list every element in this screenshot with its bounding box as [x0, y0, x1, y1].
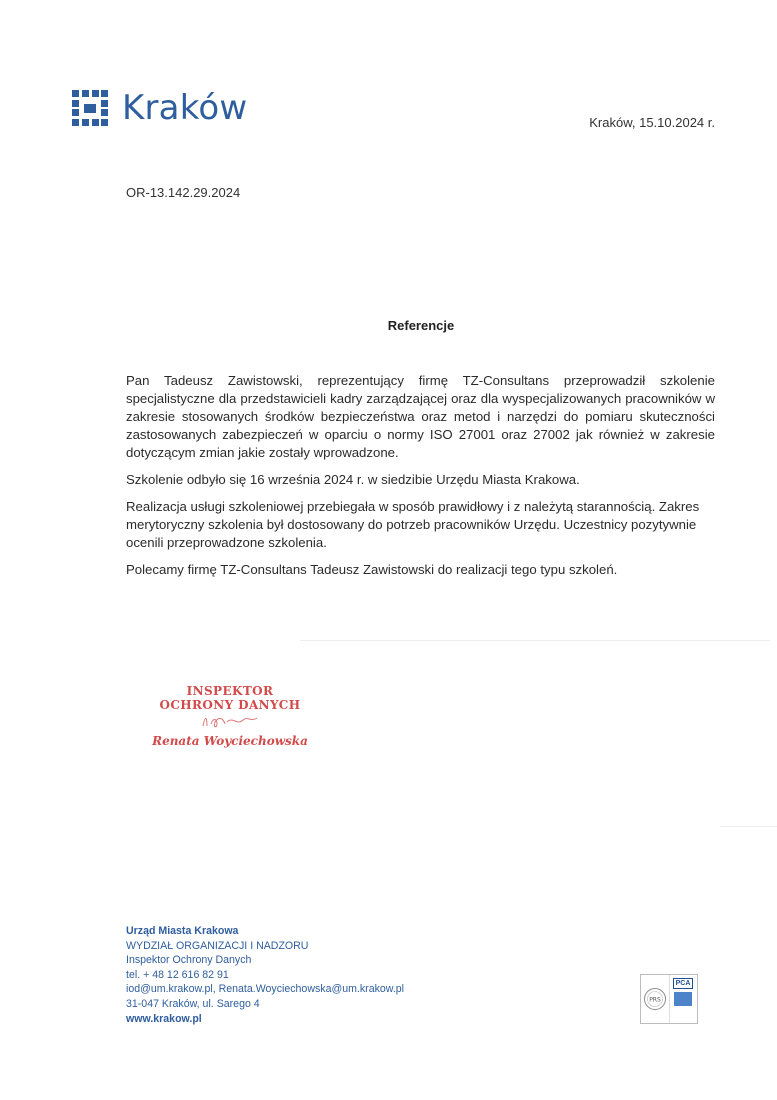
prs-badge-text: PRS: [649, 996, 661, 1004]
logo-text: Kraków: [122, 88, 248, 128]
footer-website: www.krakow.pl: [126, 1012, 202, 1025]
pca-accreditation-icon: [674, 992, 692, 1006]
footer-contact: [126, 924, 404, 1026]
body-paragraph-1: Pan Tadeusz Zawistowski, reprezentujący firmę TZ-Consultans przeprowadził szkolenie specjalistyczne dla przedstawicieli kadry zarządzającej oraz dla wyspecjalizowanych pracowników w zakresie stosowanych środków bezpieczeństwa oraz metod i narzędzi do pomiaru skuteczności zastosowanych zabezpieczeń w oparciu o normy ISO 27001 oraz 27002 jak również w zakresie dotyczącym zmian jakie zostały wprowadzone.: [126, 373, 715, 460]
body-paragraph-4: Polecamy firmę TZ-Consultans Tadeusz Zawistowski do realizacji tego typu szkoleń.: [126, 562, 618, 577]
pca-label: PCA: [673, 978, 694, 989]
letter-body: [126, 372, 715, 588]
stamp-line-2: OCHRONY DANYCH: [159, 698, 301, 712]
footer-department: WYDZIAŁ ORGANIZACJI I NADZORU: [126, 939, 309, 952]
prs-certification-icon: [643, 987, 667, 1011]
stamp-line-1: INSPEKTOR: [186, 684, 274, 698]
official-stamp: [150, 684, 310, 748]
document-title: Referencje: [387, 318, 455, 333]
footer-email: iod@um.krakow.pl, Renata.Woyciechowska@um.krakow.pl: [126, 983, 405, 996]
prs-badge: [641, 975, 669, 1023]
footer-role: Inspektor Ochrony Danych: [126, 954, 252, 967]
body-paragraph-3: Realizacja usługi szkoleniowej przebiegała w sposób prawidłowy i z należytą starannością. Zakres merytoryczny szkolenia był dostosowany do potrzeb pracowników Urzędu. Uczestnicy pozytywnie ocenili przeprowadzone szkolenia.: [126, 499, 700, 550]
footer-phone: tel. + 48 12 616 82 91: [126, 968, 229, 981]
scan-artifact-line: [300, 640, 770, 641]
pca-badge: [669, 975, 696, 1023]
letter-date: Kraków, 15.10.2024 r.: [589, 115, 715, 130]
reference-number: OR-13.142.29.2024: [126, 185, 241, 200]
footer-address: 31-047 Kraków, ul. Sarego 4: [126, 997, 260, 1010]
body-paragraph-2: Szkolenie odbyło się 16 września 2024 r. w siedzibie Urzędu Miasta Krakowa.: [126, 472, 580, 487]
krakow-logo-icon: [72, 90, 108, 126]
certification-badges: [640, 974, 698, 1024]
signature-icon: [195, 712, 265, 732]
krakow-logo: [72, 90, 247, 126]
scan-artifact-line: [720, 826, 777, 827]
footer-office: Urząd Miasta Krakowa: [126, 925, 239, 937]
stamp-name: Renata Woyciechowska: [152, 734, 308, 748]
